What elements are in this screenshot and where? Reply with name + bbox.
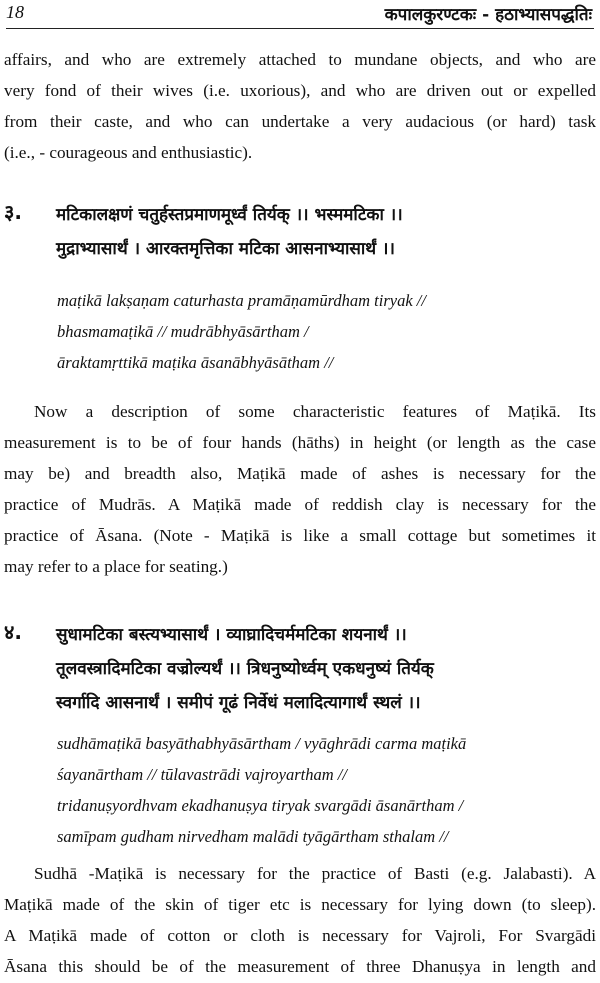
verse-sanskrit (56, 618, 596, 720)
text-line: very fond of their wives (i.e. uxorious), and who are driven out or expelled (4, 81, 596, 100)
sanskrit-line: मटिकालक्षणं चतुर्हस्तप्रमाणमूर्ध्वं तिर्यक् ।। भस्ममटिका ।। (56, 205, 403, 225)
header-rule (6, 28, 594, 29)
page-number: 18 (6, 2, 24, 22)
paragraph-2 (4, 396, 596, 582)
translit-line: tridanuṣyordhvam ekadhanuṣya tiryak svargādi āsanārtham / (57, 796, 464, 815)
text-line: Āsana this should be of the measurement of three Dhanuṣya in length and (4, 957, 596, 976)
translit-line: maṭikā lakṣaṇam caturhasta pramāṇamūrdham tiryak // (57, 291, 426, 310)
translit-line: sudhāmaṭikā basyāthabhyāsārtham / vyāghrādi carma maṭikā (57, 734, 467, 753)
verse-number: ३. (4, 200, 22, 224)
text-line: measurement is to be of four hands (hāths) in height (or length as the case (4, 433, 596, 452)
text-line: (i.e., - courageous and enthusiastic). (4, 143, 253, 162)
running-title: कपालकुरण्टकः - हठाभ्यासपद्धतिः (384, 5, 592, 25)
text-line: practice of Mudrās. A Maṭikā made of reddish clay is necessary for the (4, 495, 596, 514)
text-line: A Maṭikā made of cotton or cloth is necessary for Vajroli, For Svargādi (4, 926, 596, 945)
verse-number: ४. (4, 620, 22, 644)
text-line: affairs, and who are extremely attached to mundane objects, and who are (4, 50, 596, 69)
text-line: Sudhā -Maṭikā is necessary for the practice of Basti (e.g. Jalabasti). A (34, 864, 596, 883)
text-line: may be) and breadth also, Maṭikā made of ashes is necessary for the (4, 464, 596, 483)
paragraph-3 (4, 858, 596, 982)
verse-3-transliteration (57, 285, 593, 378)
sanskrit-line: मुद्राभ्यासार्थं । आरक्तमृत्तिका मटिका आसनाभ्यासार्थं ।। (56, 239, 395, 259)
text-line: practice of Āsana. (Note - Maṭikā is like a small cottage but sometimes it (4, 526, 596, 545)
translit-line: samīpam gudham nirvedham malādi tyāgārtham sthalam // (57, 827, 449, 846)
sanskrit-line: सुधामटिका बस्त्यभ्यासार्थं । व्याघ्रादिचर्ममटिका शयनार्थं ।। (56, 625, 407, 645)
translit-line: śayanārtham // tūlavastrādi vajroyartham // (57, 765, 347, 784)
text-line: from their caste, and who can undertake a very audacious (or hard) task (4, 112, 596, 131)
sanskrit-line: स्वर्गादि आसनार्थं । समीपं गूढं निर्वेधं मलादित्यागार्थं स्थलं ।। (56, 693, 421, 713)
translit-line: āraktamṛttikā maṭika āsanābhyāsātham // (57, 353, 334, 372)
text-line: Now a description of some characteristic features of Maṭikā. Its (34, 402, 596, 421)
verse-4-transliteration (57, 728, 593, 852)
text-line: may refer to a place for seating.) (4, 557, 228, 576)
translit-line: bhasmamaṭikā // mudrābhyāsārtham / (57, 322, 309, 341)
sanskrit-line: तूलवस्त्रादिमटिका वज्रोल्यर्थं ।। त्रिधनुष्योर्ध्वम् एकधनुष्यं तिर्यक् (56, 659, 434, 679)
verse-sanskrit (56, 198, 596, 266)
text-line: Maṭikā made of the skin of tiger etc is necessary for lying down (to sleep). (4, 895, 596, 914)
page-header (6, 0, 592, 28)
intro-paragraph (4, 44, 596, 168)
